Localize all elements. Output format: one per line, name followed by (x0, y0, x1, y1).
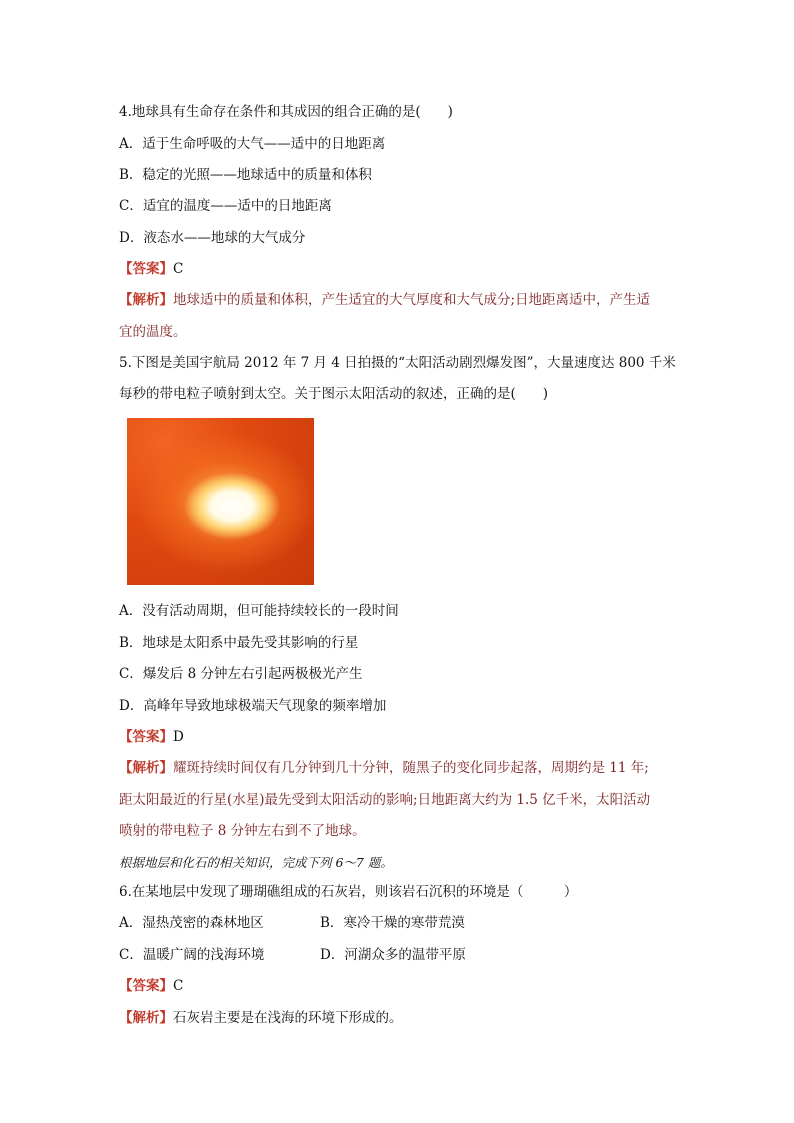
q4-stem: 4.地球具有生命存在条件和其成因的组合正确的是( ) (119, 104, 453, 120)
q5-analysis-line-2: 距太阳最近的行星(水星)最先受到太阳活动的影响;日地距离大约为 1.5 亿千米，太阳活动 (119, 792, 651, 808)
analysis-text: 耀斑持续时间仅有几分钟到几十分钟，随黑子的变化同步起落，周期约是 11 年; (173, 760, 649, 776)
group-note: 根据地层和化石的相关知识，完成下列 6～7 题。 (119, 855, 393, 870)
q5-option-b: B．地球是太阳系中最先受其影响的行星 (119, 635, 359, 651)
q4-answer (119, 261, 183, 277)
analysis-text: 地球适中的质量和体积，产生适宜的大气厚度和大气成分;日地距离适中，产生适 (173, 292, 651, 308)
q6-stem: 6.在某地层中发现了珊瑚礁组成的石灰岩，则该岩石沉积的环境是（ ） (119, 884, 578, 900)
analysis-text: 石灰岩主要是在浅海的环境下形成的。 (173, 1010, 403, 1026)
answer-value: D (173, 729, 184, 745)
q5-option-d: D．高峰年导致地球极端天气现象的频率增加 (119, 698, 387, 714)
q4-option-a: A．适于生命呼吸的大气——适中的日地距离 (119, 136, 386, 152)
q4-analysis-line-2: 宜的温度。 (119, 324, 187, 340)
analysis-tag: 【解析】 (119, 1010, 173, 1026)
q4-option-c: C．适宜的温度——适中的日地距离 (119, 198, 332, 214)
q5-analysis-line-3: 喷射的带电粒子 8 分钟左右到不了地球。 (119, 823, 366, 839)
analysis-tag: 【解析】 (119, 760, 173, 776)
answer-value: C (173, 978, 184, 994)
q6-option-d: D．河湖众多的温带平原 (320, 947, 466, 963)
q6-option-c: C．温暖广阔的浅海环境 (119, 947, 265, 963)
q5-answer (119, 729, 184, 745)
q6-answer (119, 978, 183, 994)
answer-value: C (173, 261, 184, 277)
q6-option-a: A．湿热茂密的森林地区 (119, 915, 264, 931)
q4-option-d: D．液态水——地球的大气成分 (119, 230, 306, 246)
answer-tag: 【答案】 (119, 729, 173, 745)
q6-option-b: B．寒冷干燥的寒带荒漠 (320, 915, 465, 931)
q5-option-a: A．没有活动周期，但可能持续较长的一段时间 (119, 603, 399, 619)
q6-analysis (119, 1010, 403, 1026)
answer-tag: 【答案】 (119, 261, 173, 277)
solar-flare-image (127, 418, 314, 585)
q5-analysis-line-1 (119, 760, 649, 776)
answer-tag: 【答案】 (119, 978, 173, 994)
q5-stem-line-1: 5.下图是美国宇航局 2012 年 7 月 4 日拍摄的“太阳活动剧烈爆发图”，大量速度达 800 千米 (119, 355, 676, 371)
q4-option-b: B．稳定的光照——地球适中的质量和体积 (119, 167, 372, 183)
q4-analysis-line-1 (119, 292, 650, 308)
q5-stem-line-2: 每秒的带电粒子喷射到太空。关于图示太阳活动的叙述，正确的是( ) (119, 386, 549, 402)
q5-option-c: C．爆发后 8 分钟左右引起两极极光产生 (119, 666, 363, 682)
analysis-tag: 【解析】 (119, 292, 173, 308)
